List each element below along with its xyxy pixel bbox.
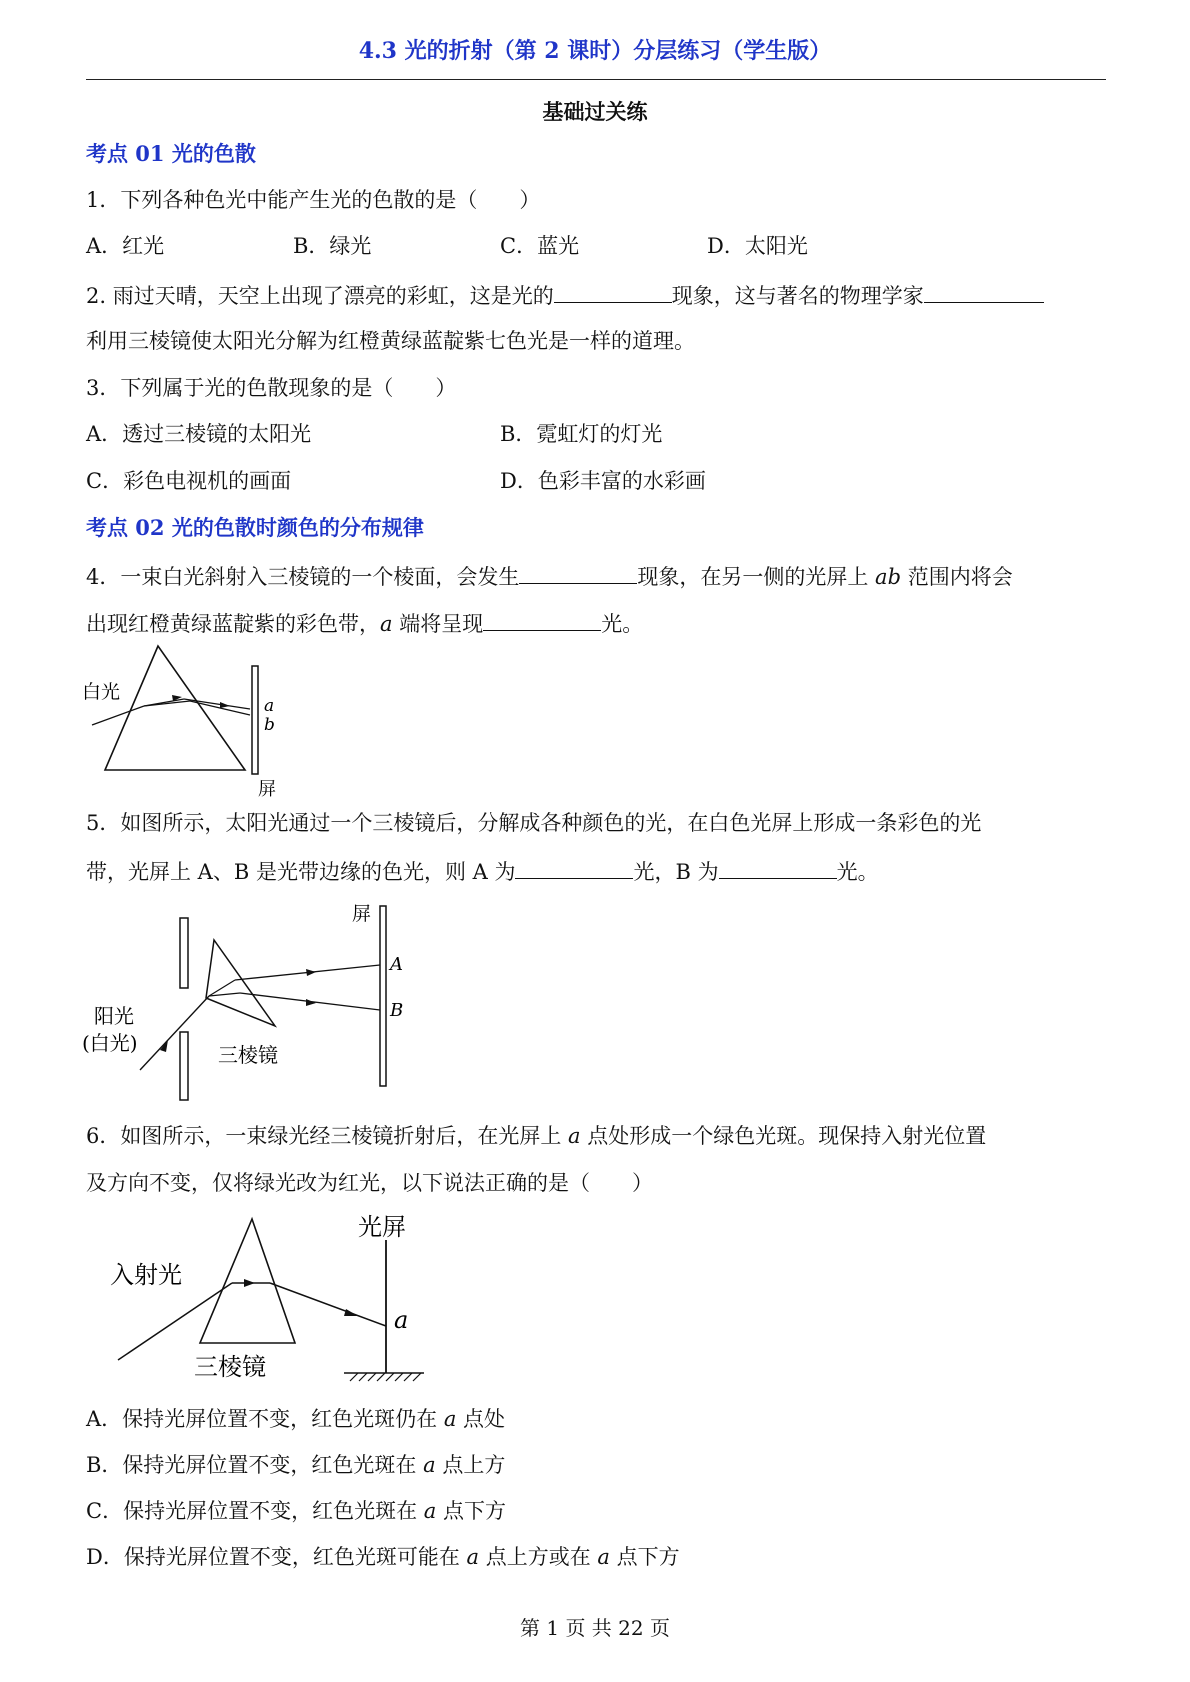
- q4-blank-1[interactable]: [519, 561, 637, 584]
- q6-option-a-post: 点处: [456, 1407, 506, 1431]
- page-footer: 第 1 页 共 22 页: [520, 1616, 670, 1640]
- q4-blank-2[interactable]: [483, 608, 601, 631]
- q6-line1b: 点处形成一个绿色光斑。现保持入射光位置: [580, 1124, 987, 1148]
- q4-screen: [252, 666, 258, 774]
- q4-line1: [86, 561, 1013, 591]
- q6-label-screen: 光屏: [358, 1213, 406, 1241]
- q1-option-d: D．太阳光: [707, 234, 808, 258]
- q5-arrow: [306, 999, 316, 1006]
- q4-label-a: a: [264, 696, 275, 716]
- q5-label-b: B: [390, 1000, 404, 1021]
- q4-line2b: 端将呈现: [392, 612, 484, 636]
- q6-option-d-var2: a: [597, 1545, 610, 1569]
- q6-option-c-pre: C．保持光屏位置不变，红色光斑在: [86, 1499, 424, 1523]
- section-title: 基础过关练: [542, 99, 648, 124]
- q6-incident-ray: [118, 1283, 232, 1360]
- q2-blank-2[interactable]: [924, 280, 1044, 303]
- q4-label-screen: 屏: [258, 779, 276, 800]
- q5-label-screen: 屏: [352, 903, 372, 925]
- q5-blank-2[interactable]: [719, 856, 837, 879]
- q4-prism: [105, 646, 245, 770]
- q5-line2b: 光，B 为: [633, 860, 719, 884]
- q4-part2: 现象，在另一侧的光屏上: [637, 565, 876, 589]
- q6-option-c-post: 点下方: [436, 1499, 506, 1523]
- q5-line2a: 带，光屏上 A、B 是光带边缘的色光，则 A 为: [86, 860, 516, 884]
- q6-option-d-mid: 点上方或在: [479, 1545, 598, 1569]
- q6-figure: [80, 1205, 440, 1390]
- q5-line1: 5．如图所示，太阳光通过一个三棱镜后，分解成各种颜色的光，在白色光屏上形成一条彩色的光: [86, 811, 982, 835]
- q6-option-d-var: a: [466, 1545, 480, 1569]
- q5-label-a: A: [390, 954, 403, 975]
- q2-line1: [86, 280, 1044, 310]
- q4-part3: 范围内将会: [901, 565, 1013, 589]
- q5-line2: [86, 856, 879, 886]
- q5-screen: [380, 906, 386, 1086]
- q6-option-c: [86, 1497, 506, 1525]
- q6-option-b: [86, 1451, 505, 1479]
- q6-option-d-post: 点下方: [609, 1545, 680, 1569]
- q6-line2: 及方向不变，仅将绿光改为红光，以下说法正确的是（ ）: [86, 1171, 653, 1195]
- q6-option-b-var: a: [423, 1453, 436, 1477]
- q6-option-a-pre: A．保持光屏位置不变，红色光斑仍在: [86, 1407, 444, 1431]
- q6-arrow: [344, 1309, 358, 1316]
- q6-option-a-var: a: [443, 1407, 457, 1431]
- q4-part1: 4．一束白光斜射入三棱镜的一个棱面，会发生: [86, 565, 520, 589]
- q5-label-white: (白光): [82, 1031, 138, 1055]
- q6-label-prism: 三棱镜: [194, 1353, 266, 1381]
- q4-label-b: b: [264, 715, 275, 735]
- q6-option-c-var: a: [423, 1499, 437, 1523]
- header-title: 4.3 光的折射（第 2 课时）分层练习（学生版）: [358, 38, 832, 64]
- q6-label-a: a: [394, 1306, 409, 1334]
- q4-incident-ray: [92, 706, 144, 725]
- q3-option-a: A．透过三棱镜的太阳光: [86, 422, 312, 446]
- q4-arrow: [220, 702, 230, 708]
- q5-line2c: 光。: [836, 860, 879, 884]
- q5-prism: [206, 940, 275, 1026]
- q2-line2: 利用三棱镜使太阳光分解为红橙黄绿蓝靛紫七色光是一样的道理。: [86, 329, 695, 353]
- q5-blank-1[interactable]: [515, 856, 633, 879]
- q5-slit-bottom: [180, 1032, 188, 1100]
- q5-arrow: [306, 969, 316, 976]
- q5-figure: [80, 900, 420, 1105]
- q6-option-b-pre: B．保持光屏位置不变，红色光斑在: [86, 1453, 424, 1477]
- q5-label-sunlight: 阳光: [94, 1004, 134, 1028]
- q6-a: a: [568, 1124, 581, 1148]
- q6-label-incident: 入射光: [110, 1261, 182, 1289]
- q3-option-b: B．霓虹灯的灯光: [500, 422, 663, 446]
- q5-arrow: [160, 1040, 168, 1052]
- q3-stem: 3．下列属于光的色散现象的是（ ）: [86, 376, 457, 400]
- q1-stem: 1．下列各种色光中能产生光的色散的是（ ）: [86, 188, 541, 212]
- q1-option-a: A．红光: [86, 234, 165, 258]
- q5-label-prism: 三棱镜: [218, 1043, 278, 1067]
- q5-incident-ray: [140, 996, 209, 1070]
- q2-part2: 现象，这与著名的物理学家: [671, 284, 924, 308]
- q4-a: a: [380, 612, 393, 636]
- q4-line2: [86, 608, 643, 638]
- q4-line2a: 出现红橙黄绿蓝靛紫的彩色带，: [86, 612, 380, 636]
- q3-option-d: D．色彩丰富的水彩画: [500, 469, 706, 493]
- q3-option-c: C．彩色电视机的画面: [86, 469, 292, 493]
- q1-option-c: C．蓝光: [500, 234, 580, 258]
- q6-option-d: [86, 1543, 680, 1571]
- q6-option-b-post: 点上方: [435, 1453, 506, 1477]
- q4-label-white-light: 白光: [82, 681, 121, 703]
- q4-line2c: 光。: [601, 612, 644, 636]
- q6-line1a: 6．如图所示，一束绿光经三棱镜折射后，在光屏上: [86, 1124, 569, 1148]
- q4-figure: [80, 640, 320, 800]
- header-rule: [86, 79, 1106, 80]
- q6-option-a: [86, 1405, 505, 1433]
- kp2-title: 考点 02 光的色散时颜色的分布规律: [86, 515, 424, 540]
- q5-slit-top: [180, 918, 188, 988]
- q6-arrow: [244, 1279, 255, 1287]
- q2-part1: 2. 雨过天晴，天空上出现了漂亮的彩虹，这是光的: [86, 284, 554, 308]
- q4-ab: ab: [875, 565, 902, 589]
- q6-line1: [86, 1122, 986, 1150]
- kp1-title: 考点 01 光的色散: [86, 141, 256, 166]
- q6-ground-hatch: [350, 1373, 421, 1381]
- q1-option-b: B．绿光: [293, 234, 372, 258]
- q2-blank-1[interactable]: [554, 280, 672, 303]
- q6-option-d-pre: D．保持光屏位置不变，红色光斑可能在: [86, 1545, 467, 1569]
